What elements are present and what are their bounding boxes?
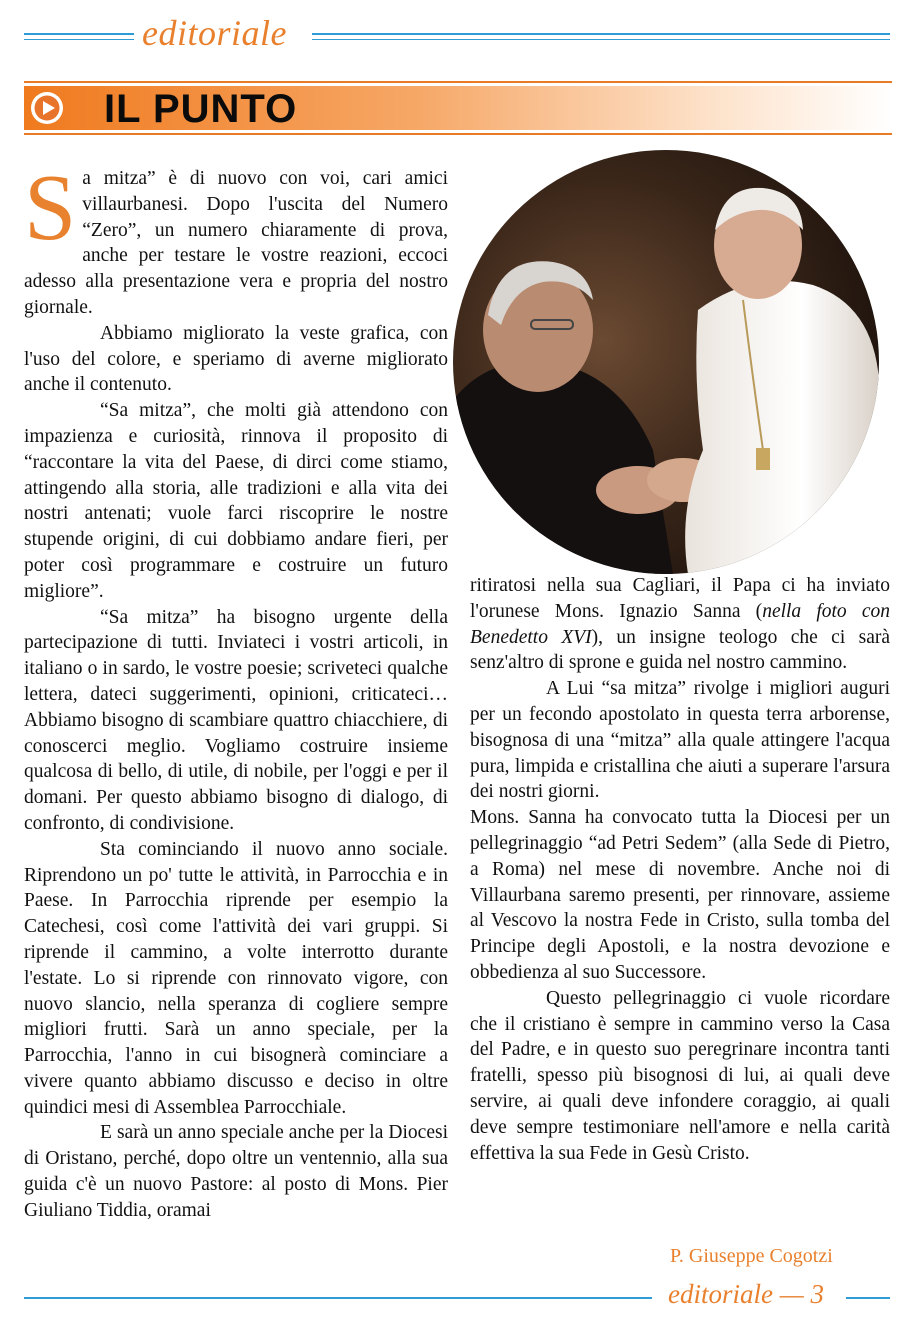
article-column-right	[470, 573, 890, 1166]
header-rule-left-bottom	[24, 39, 134, 40]
paragraph-7-text-a: ritiratosi nella sua Cagliari, il Papa ci ha inviato l'orunese Mons. Ignazio Sanna (	[470, 575, 890, 622]
page-number: 3	[810, 1279, 824, 1309]
author-signature: P. Giuseppe Cogotzi	[670, 1245, 833, 1267]
paragraph-7-text-b: ), un insigne teologo che ci sarà senz'altro di sprone e guida nel nostro cammino.	[470, 626, 890, 674]
paragraph-1-text: a mitza” è di nuovo con voi, cari amici villaurbanesi. Dopo l'uscita del Numero “Zero”, un numero chiaramente di prova, anche per testare le vostre reazioni, eccoci adesso alla presentazione vera e propria del nostro giornale.	[24, 168, 448, 318]
header-rule-right-top	[312, 33, 890, 35]
photo-caption: nella foto con Benedetto XVI	[470, 600, 891, 648]
footer-rule-left	[24, 1297, 652, 1299]
footer-rule-right	[846, 1297, 890, 1299]
drop-cap: S	[24, 156, 77, 260]
paragraph-9: Mons. Sanna ha convocato tutta la Diocesi per un pellegrinaggio “ad Petri Sedem” (alla Sede di Pietro, a Roma) nel mese di novembre. Anche noi di Villaurbana saremo presenti, per rinnovare, assieme al Vescovo la nostra Fede in Cristo, sulla tomba del Principe degli Apostoli, e la nostra devozione e obbedienza al suo Successore.	[470, 807, 890, 983]
paragraph-10: Questo pellegrinaggio ci vuole ricordare che il cristiano è sempre in cammino verso la Casa del Padre, e in questo suo peregrinare incontra tanti fratelli, spesso più bisognosi di lui, ai quali deve servire, ai quali deve infondere coraggio, ai quali deve sempre testimoniare nell'amore e nella carità effettiva la sua Fede in Gesù Cristo.	[470, 987, 890, 1164]
paragraph-6: E sarà un anno speciale anche per la Diocesi di Oristano, perché, dopo oltre un ventennio, alla sua guida c'è un nuovo Pastore: al posto di Mons. Pier Giuliano Tiddia, oramai	[24, 1122, 448, 1221]
header-rule-right-bottom	[312, 39, 890, 40]
banner-rule-top	[24, 81, 892, 83]
paragraph-8: A Lui “sa mitza” rivolge i migliori auguri per un fecondo apostolato in questa terra arborense, bisognosa di una “mitza” alla quale attingere l'acqua pura, limpida e cristallina che aiuti a superare l'arsura dei nostri giorni.	[470, 678, 890, 803]
header-rule-left-top	[24, 33, 134, 35]
banner-rule-bottom	[24, 133, 892, 135]
paragraph-1	[24, 156, 448, 321]
footer-section: editoriale	[668, 1279, 773, 1309]
paragraph-5: Sta cominciando il nuovo anno sociale. Riprendono un po' tutte le attività, in Parrocchia e in Paese. In Parrocchia riprende per esempio la Catechesi, così come l'attività dei vari gruppi. Si riprende il cammino, a volte interrotto durante l'estate. Lo si riprende con rinnovato vigore, con nuovo slancio, nella speranza di cogliere sempre migliori frutti. Sarà un anno speciale, per la Parrocchia, l'anno in cui bisognerà cominciare a vivere quanto abbiamo discusso e deciso in oltre quindici mesi di Assemblea Parrocchiale.	[24, 838, 448, 1118]
footer-label	[668, 1279, 824, 1310]
footer-separator: —	[779, 1279, 804, 1309]
play-arrow-icon	[30, 91, 64, 125]
paragraph-3: “Sa mitza”, che molti già attendono con impazienza e curiosità, rinnova il proposito di “raccontare la vita del Paese, di dirci come stiamo, attingendo alla storia, alle tradizioni e alla vita dei nostri antenati; vuole farci riscoprire le nostre stupende origini, di cui dobbiamo andare fieri, per poter così programmare e costruire un futuro migliore”.	[24, 400, 448, 602]
paragraph-4: “Sa mitza” ha bisogno urgente della partecipazione di tutti. Inviateci i vostri articoli, in italiano o in sardo, le vostre poesie; scriveteci qualche lettera, dateci suggerimenti, opinioni, criticateci… Abbiamo bisogno di scambiare quattro chiacchiere, di conoscerci meglio. Vogliamo costruire insieme qualcosa di bello, di utile, di nobile, per l'oggi e per il domani. Per questo abbiamo bisogno di dialogo, di confronto, di condivisione.	[24, 606, 448, 834]
paragraph-2: Abbiamo migliorato la veste grafica, con l'uso del colore, e speriamo di averne migliorato anche il contenuto.	[24, 322, 448, 396]
photo-illustration	[453, 150, 879, 574]
article-column-left	[24, 156, 448, 1224]
paragraph-7	[470, 573, 890, 676]
photo-bishop-with-pope	[453, 150, 879, 574]
section-title: editoriale	[142, 13, 287, 53]
page-title: IL PUNTO	[104, 87, 298, 131]
